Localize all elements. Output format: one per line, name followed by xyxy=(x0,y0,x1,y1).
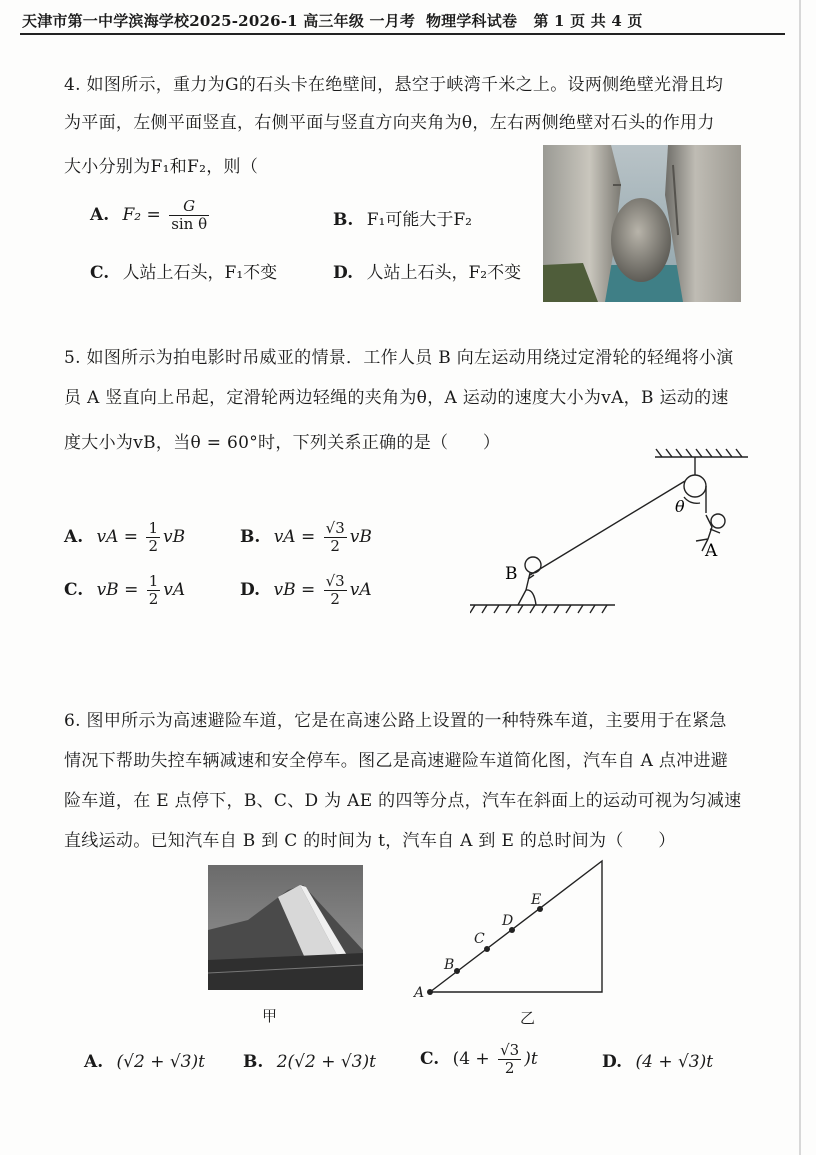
q5-option-a-fraction xyxy=(146,520,160,555)
q5-number: 5. xyxy=(64,348,81,368)
q5-option-b-fraction xyxy=(324,520,347,555)
q4-option-a-letter: A. xyxy=(90,205,110,225)
header-paper: 物理学科试卷 xyxy=(425,12,518,30)
q5-line-3: 度大小为vB，当θ = 60°时，下列关系正确的是（ ） xyxy=(64,433,501,453)
q5-option-a-letter: A. xyxy=(64,527,84,547)
q6-option-d[interactable] xyxy=(602,1052,713,1072)
q4-option-c[interactable] xyxy=(90,258,277,283)
q4-option-a[interactable] xyxy=(90,198,212,233)
q6-option-a-letter: A. xyxy=(84,1052,104,1072)
label-point-e: E xyxy=(531,892,542,908)
q5-option-b-letter: B. xyxy=(240,527,261,547)
q4-option-c-letter: C. xyxy=(90,263,110,283)
label-point-b: B xyxy=(444,957,455,973)
q6-option-c[interactable] xyxy=(420,1042,538,1077)
q5-option-c-lhs: vB = xyxy=(96,580,139,600)
q5-pulley-diagram xyxy=(470,445,755,620)
q4-option-d[interactable] xyxy=(333,258,521,283)
person-a-head xyxy=(711,514,725,528)
person-b-head xyxy=(525,557,541,573)
q4-option-a-fraction xyxy=(169,198,209,233)
q6-figure-yi-diagram xyxy=(410,857,610,1002)
header-page-info: 第 1 页 共 4 页 xyxy=(533,12,643,30)
q5-option-c-num: 1 xyxy=(148,572,159,590)
q6-option-d-text: (4 + √3)t xyxy=(635,1052,714,1072)
q4-number: 4. xyxy=(64,75,81,95)
q5-option-c-den: 2 xyxy=(148,590,159,608)
q5-option-d-letter: D. xyxy=(240,580,261,600)
q5-option-d[interactable] xyxy=(240,573,372,608)
q5-option-a[interactable] xyxy=(64,520,185,555)
header-school: 天津市第一中学滨海学校 xyxy=(22,12,190,30)
q5-option-d-fraction xyxy=(324,573,347,608)
q5-option-b-rhs: vB xyxy=(349,527,372,547)
q5-option-a-den: 2 xyxy=(148,537,158,555)
q6-text-1: 图甲所示为高速避险车道，它是在高速公路上设置的一种特殊车道，主要用于在紧急 xyxy=(86,711,727,731)
q4-option-a-lhs: F₂ = xyxy=(122,205,161,225)
q4-option-b-text: F₁可能大于F₂ xyxy=(366,210,472,230)
q6-option-b[interactable] xyxy=(243,1052,376,1072)
caption-yi: 乙 xyxy=(520,1009,536,1027)
header-rule xyxy=(20,33,785,35)
q6-number: 6. xyxy=(64,711,81,731)
q5-option-c-letter: C. xyxy=(64,580,84,600)
q5-option-a-lhs: vA = xyxy=(96,527,139,547)
ground-hatch xyxy=(470,605,607,613)
q5-option-b-num: √3 xyxy=(325,519,345,537)
q6-figure-jia-photo xyxy=(208,865,363,990)
pulley-wheel xyxy=(684,475,706,497)
label-point-d: D xyxy=(502,913,514,929)
rope-to-b xyxy=(530,481,685,575)
q5-option-d-rhs: vA xyxy=(349,580,372,600)
q5-option-c-rhs: vA xyxy=(163,580,186,600)
label-theta: θ xyxy=(675,497,685,516)
q6-option-b-text: 2(√2 + √3)t xyxy=(276,1052,376,1072)
point-b xyxy=(454,968,460,974)
q5-option-d-num: √3 xyxy=(325,572,345,590)
point-a xyxy=(427,989,433,995)
point-c xyxy=(484,946,490,952)
label-point-a: A xyxy=(414,985,425,1001)
q6-option-c-post: )t xyxy=(524,1049,538,1069)
q6-option-a-text: (√2 + √3)t xyxy=(116,1052,205,1072)
q5-text-1: 如图所示为拍电影时吊威亚的情景．工作人员 B 向左运动用绕过定滑轮的轻绳将小演 xyxy=(86,348,734,368)
q5-option-a-rhs: vB xyxy=(163,527,186,547)
q6-line-4: 直线运动。已知汽车自 B 到 C 的时间为 t，汽车自 A 到 E 的总时间为（ ） xyxy=(64,831,676,851)
q6-option-c-num: √3 xyxy=(500,1041,520,1059)
q6-option-c-pre: (4 + xyxy=(452,1049,490,1069)
q4-text-1: 如图所示，重力为G的石头卡在绝壁间，悬空于峡湾千米之上。设两侧绝壁光滑且均 xyxy=(86,75,724,95)
person-b-body xyxy=(518,573,536,605)
q5-line-2: 员 A 竖直向上吊起，定滑轮两边轻绳的夹角为θ，A 运动的速度大小为vA，B 运动的速 xyxy=(64,388,729,408)
q5-option-d-lhs: vB = xyxy=(273,580,316,600)
q6-line-2: 情况下帮助失控车辆减速和安全停车。图乙是高速避险车道简化图，汽车自 A 点冲进避 xyxy=(64,751,729,771)
q5-option-b-den: 2 xyxy=(330,537,340,555)
label-a: A xyxy=(705,541,718,561)
q5-option-b[interactable] xyxy=(240,520,372,555)
ceiling-hatch xyxy=(656,449,742,457)
q5-option-b-lhs: vA = xyxy=(273,527,316,547)
q6-option-a[interactable] xyxy=(84,1052,205,1072)
q5-line-1 xyxy=(64,343,734,368)
q6-option-d-letter: D. xyxy=(602,1052,623,1072)
q4-line-2: 为平面，左侧平面竖直，右侧平面与竖直方向夹角为θ，左右两侧绝壁对石头的作用力 xyxy=(64,113,715,133)
page-edge-shadow xyxy=(799,0,801,1155)
page-header xyxy=(22,10,782,31)
header-term: 2025-2026-1 xyxy=(189,12,298,30)
q5-option-c-fraction xyxy=(147,573,161,608)
q5-option-a-num: 1 xyxy=(148,519,158,537)
q4-rock-photo xyxy=(543,145,741,302)
caption-jia: 甲 xyxy=(262,1007,278,1025)
q4-line-3: 大小分别为F₁和F₂，则（ xyxy=(64,157,259,177)
q6-option-c-letter: C. xyxy=(420,1049,440,1069)
q6-option-b-letter: B. xyxy=(243,1052,264,1072)
header-grade: 高三年级 xyxy=(303,12,365,30)
q4-option-d-letter: D. xyxy=(333,263,354,283)
q4-option-a-num: G xyxy=(169,198,209,216)
q6-option-c-den: 2 xyxy=(504,1059,515,1077)
header-exam: 一月考 xyxy=(369,12,416,30)
q5-option-d-den: 2 xyxy=(330,590,340,608)
q6-option-c-fraction xyxy=(498,1042,521,1077)
label-point-c: C xyxy=(474,931,485,947)
q4-line-1 xyxy=(64,70,723,95)
theta-arc xyxy=(684,497,700,503)
q4-option-d-text: 人站上石头，F₂不变 xyxy=(366,263,522,283)
label-b: B xyxy=(505,564,518,584)
q4-option-b[interactable] xyxy=(333,205,472,230)
q4-option-a-den: sin θ xyxy=(171,215,208,233)
q6-line-1 xyxy=(64,706,727,731)
q5-option-c[interactable] xyxy=(64,573,185,608)
q4-option-b-letter: B. xyxy=(333,210,354,230)
q4-option-c-text: 人站上石头，F₁不变 xyxy=(122,263,278,283)
q6-line-3: 险车道，在 E 点停下，B、C、D 为 AE 的四等分点，汽车在斜面上的运动可视为匀减速 xyxy=(64,791,742,811)
